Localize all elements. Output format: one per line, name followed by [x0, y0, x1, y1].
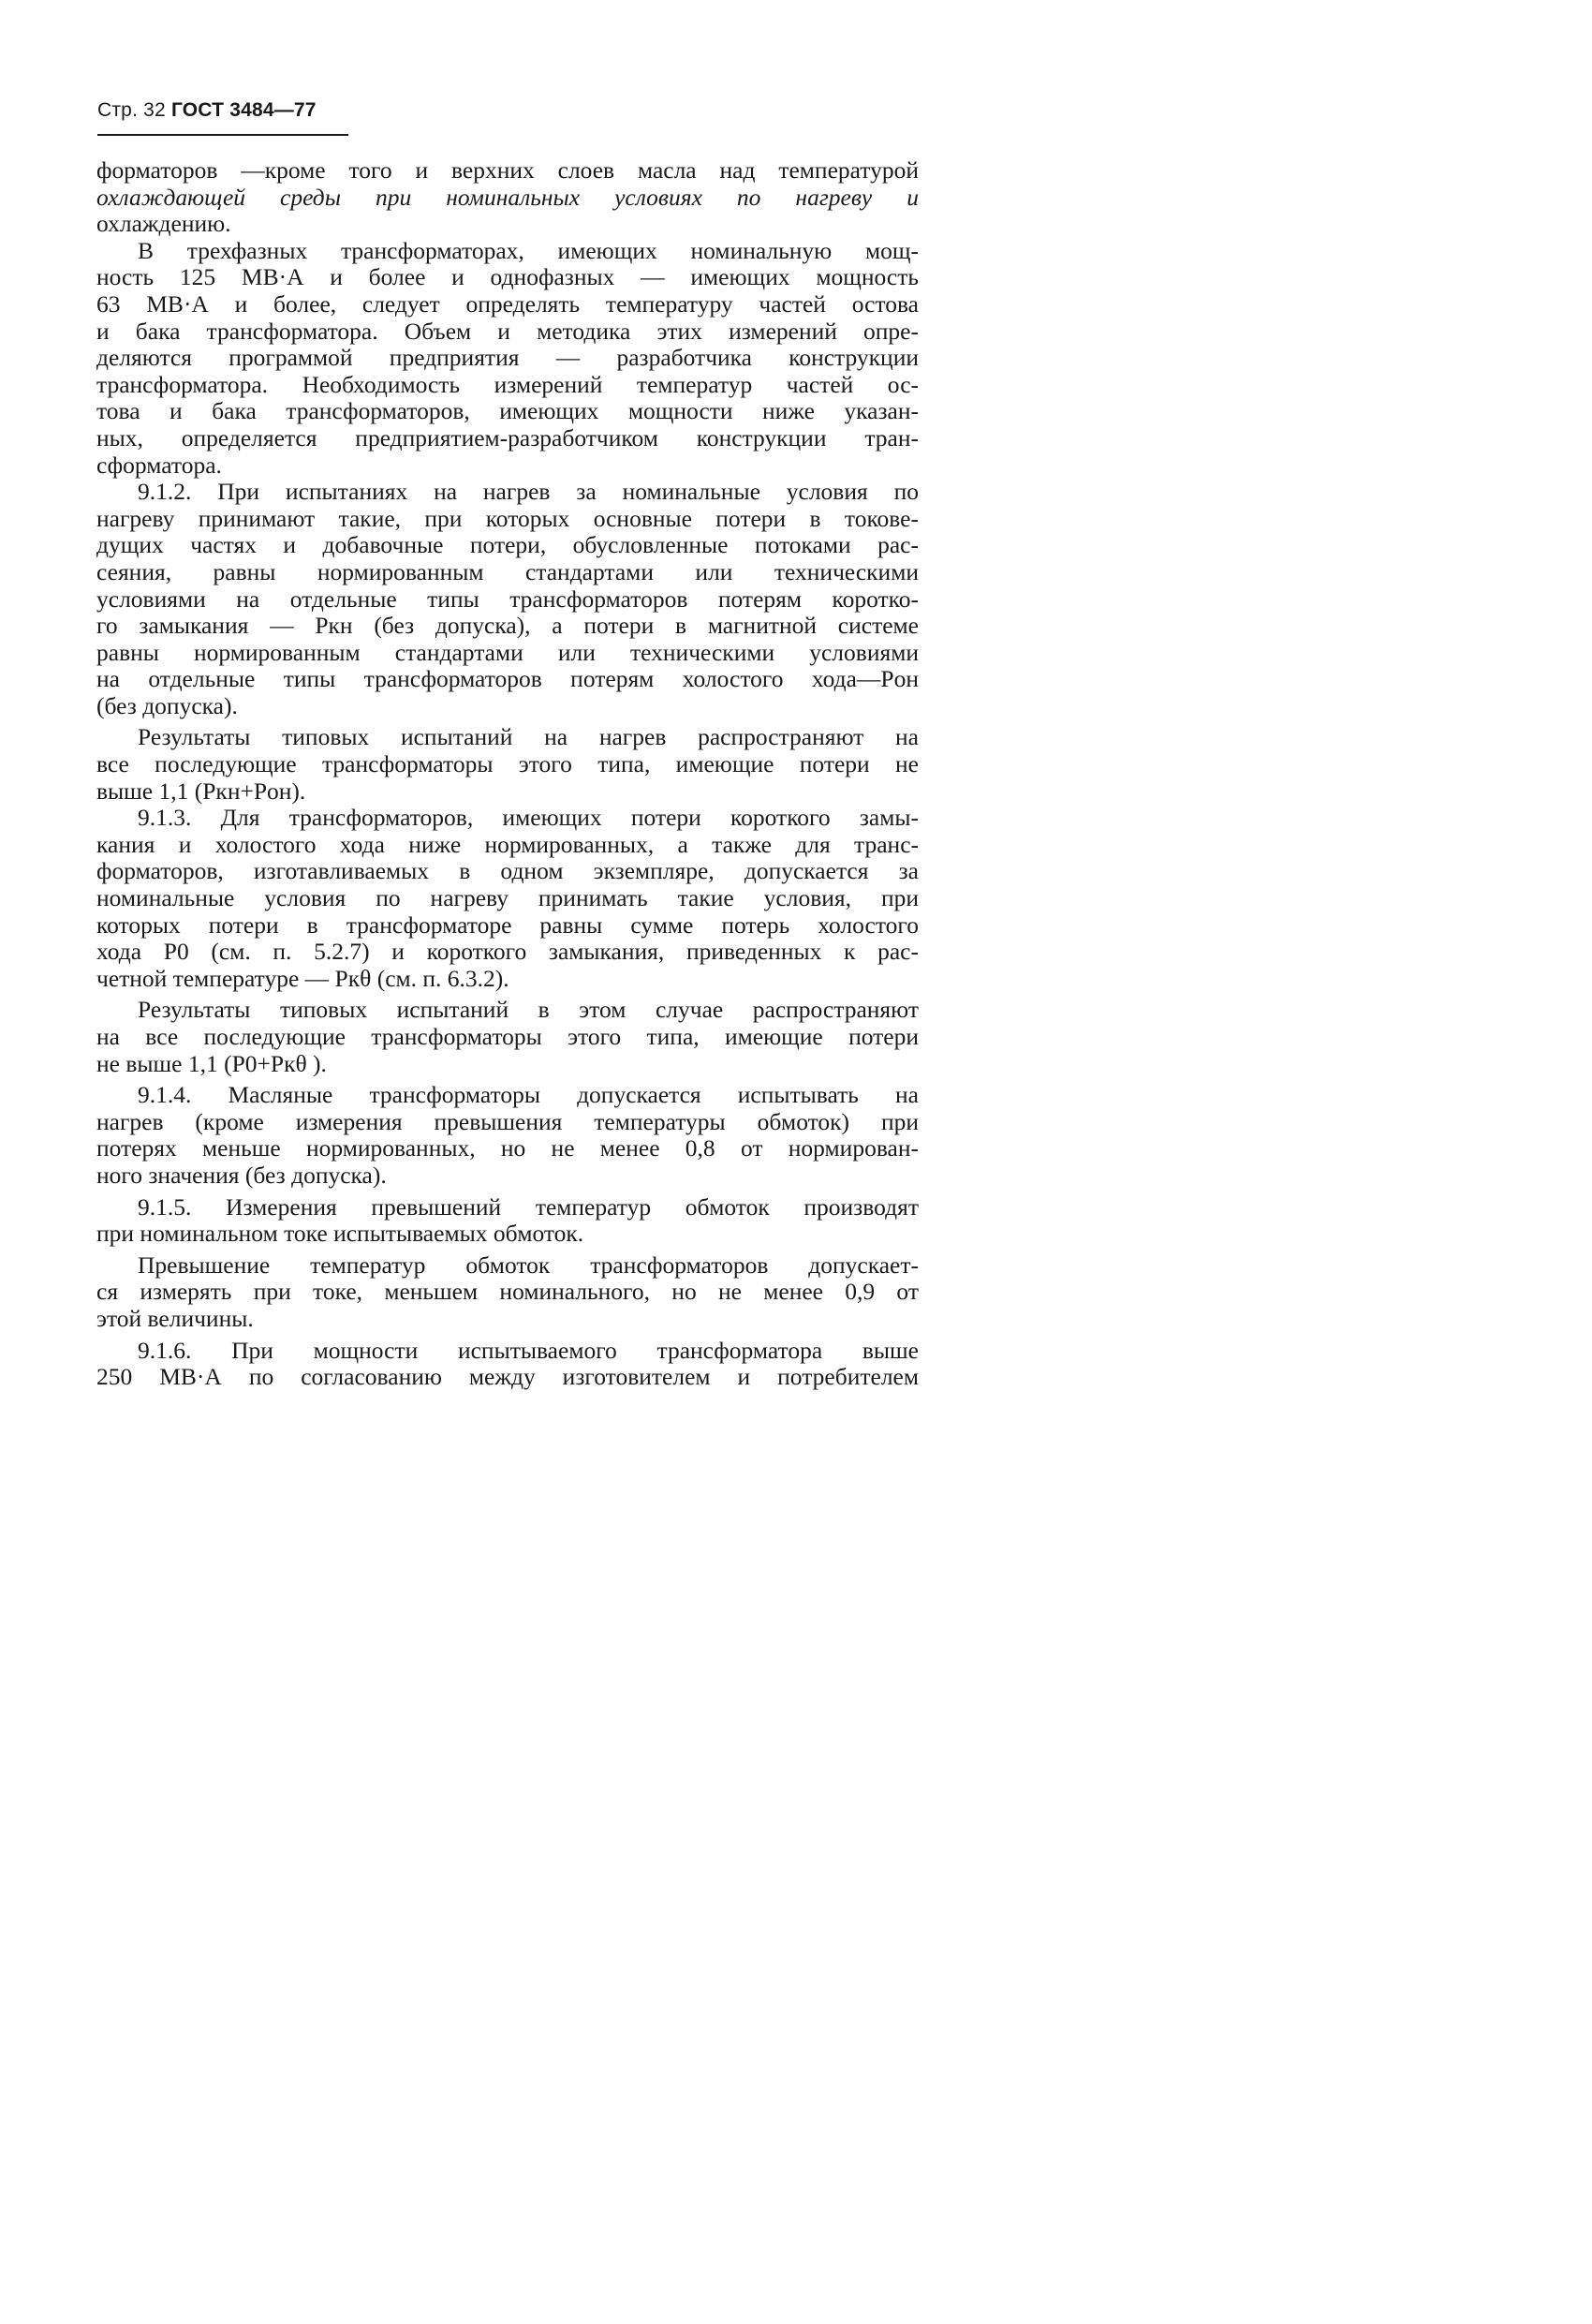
text-line: кания и холостого хода ниже нормированных, а также для транс- — [96, 830, 919, 858]
text-line: 9.1.3. Для трансформаторов, имеющих потери короткого замы- — [138, 804, 919, 832]
text-line: сформатора. — [96, 451, 222, 479]
text-line: дущих частях и добавочные потери, обусловленные потоками рас- — [96, 531, 919, 559]
paragraph — [96, 724, 919, 805]
text-line: (без допуска). — [96, 691, 238, 719]
header-rule — [97, 134, 348, 136]
text-line: на все последующие трансформаторы этого типа, имеющие потери — [96, 1023, 919, 1050]
text-line: го замыкания — Pкн (без допуска), а потери в магнитной системе — [96, 612, 919, 640]
paragraph — [96, 1252, 919, 1333]
paragraph — [96, 1082, 919, 1189]
standard-designation: ГОСТ 3484—77 — [170, 99, 317, 121]
text-line: которых потери в трансформаторе равны сумме потерь холостого — [96, 910, 919, 939]
text-line: 63 МВ·А и более, следует определять температуру частей остова — [96, 289, 919, 318]
text-line: ся измерять при токе, меньшем номинального, но не менее 0,9 от — [96, 1278, 919, 1306]
text-line: потерях меньше нормированных, но не менее 0,8 от нормирован- — [96, 1134, 919, 1162]
paragraph — [96, 157, 919, 238]
text-line: равны нормированным стандартами или техническими условиями — [96, 638, 919, 666]
text-line: 9.1.5. Измерения превышений температур обмоток производят — [138, 1192, 919, 1221]
text-line: Результаты типовых испытаний в этом случае распространяют — [138, 996, 919, 1024]
text-line: номинальные условия по нагреву принимать такие условия, при — [96, 884, 919, 912]
text-line: ного значения (без допуска). — [96, 1161, 387, 1189]
paragraph — [96, 1194, 919, 1248]
text-line: 9.1.6. При мощности испытываемого трансформатора выше — [138, 1336, 919, 1364]
text-line: форматоров, изготавливаемых в одном экземпляре, допускается за — [96, 857, 919, 885]
page-header — [97, 99, 317, 122]
text-line: това и бака трансформаторов, имеющих мощности ниже указан- — [96, 397, 919, 425]
text-line: 250 МВ·А по согласованию между изготовителем и потребителем — [96, 1363, 919, 1391]
text-line: Превышение температур обмоток трансформаторов допускает- — [138, 1251, 919, 1279]
paragraph — [96, 805, 919, 992]
paragraph — [96, 997, 919, 1077]
text-line: и бака трансформатора. Объем и методика этих измерений опре- — [96, 317, 919, 345]
text-line: на отдельные типы трансформаторов потерям холостого хода—Pон — [96, 665, 919, 693]
document-page — [0, 0, 1019, 1443]
text-line: условиями на отдельные типы трансформаторов потерям коротко- — [96, 585, 919, 613]
paragraph — [96, 1338, 919, 1391]
text-line: Результаты типовых испытаний на нагрев распространяют на — [138, 723, 919, 751]
text-line: охлаждающей среды при номинальных условиях по нагреву и — [96, 183, 919, 211]
text-line: В трехфазных трансформаторах, имеющих номинальную мощ- — [138, 236, 919, 264]
page-number: Стр. 32 — [97, 99, 166, 121]
paragraph — [96, 238, 919, 479]
text-line: ных, определяется предприятием-разработчиком конструкции тран- — [96, 423, 919, 451]
text-line: сеяния, равны нормированным стандартами или техническими — [96, 557, 919, 585]
text-line: при номинальном токе испытываемых обмоток. — [96, 1220, 584, 1248]
text-line: не выше 1,1 (P0+Pкθ ). — [96, 1049, 327, 1077]
text-line: охлаждению. — [96, 210, 231, 238]
text-line: трансформатора. Необходимость измерений температур частей ос- — [96, 370, 919, 398]
text-line: форматоров —кроме того и верхних слоев масла над температурой — [96, 156, 919, 184]
text-line: все последующие трансформаторы этого типа, имеющие потери не — [96, 750, 919, 778]
text-line: деляются программой предприятия — разработчика конструкции — [96, 344, 919, 372]
text-line: нагреву принимают такие, при которых основные потери в токове- — [96, 504, 919, 532]
text-line: хода P0 (см. п. 5.2.7) и короткого замыкания, приведенных к рас- — [96, 938, 919, 966]
paragraph — [96, 479, 919, 719]
text-line: 9.1.2. При испытаниях на нагрев за номинальные условия по — [138, 478, 919, 506]
text-line: ность 125 МВ·А и более и однофазных — имеющих мощность — [96, 263, 919, 291]
text-line: нагрев (кроме измерения превышения температуры обмоток) при — [96, 1107, 919, 1135]
text-line: выше 1,1 (Pкн+Pон). — [96, 777, 306, 805]
text-line: этой величины. — [96, 1304, 254, 1332]
text-line: четной температуре — Pкθ (см. п. 6.3.2). — [96, 964, 509, 992]
document-body — [96, 157, 919, 1391]
text-line: 9.1.4. Масляные трансформаторы допускается испытывать на — [138, 1081, 919, 1109]
